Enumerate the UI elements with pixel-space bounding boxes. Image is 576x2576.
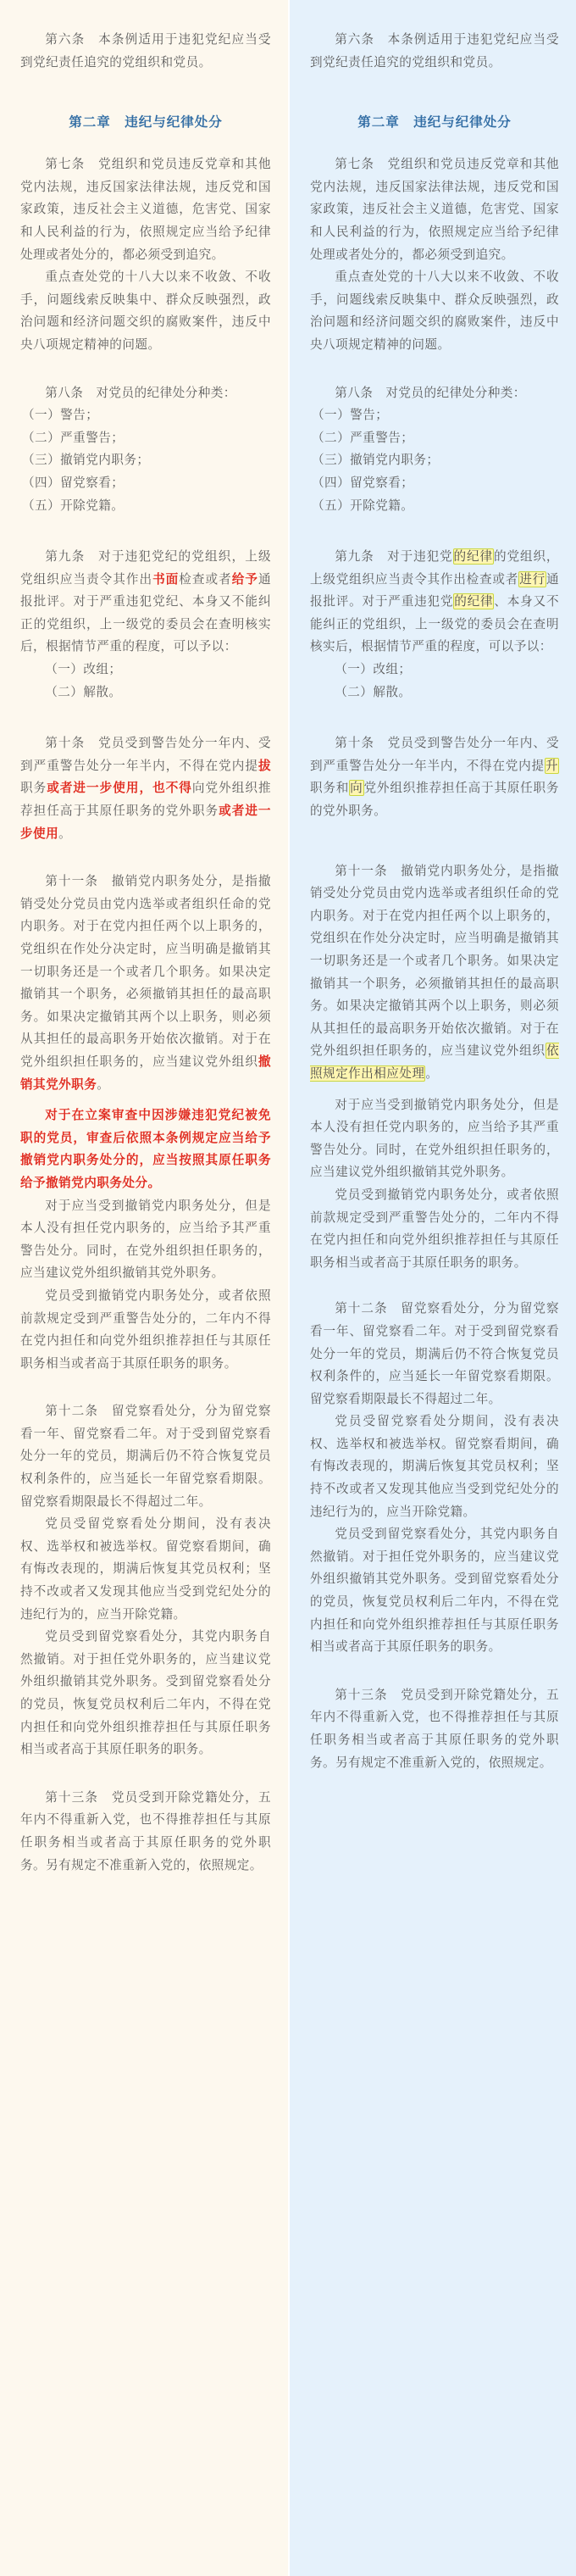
changed-text-highlight: 依照规定作出相应处理: [310, 1043, 559, 1081]
article-7-para-2: 重点查处党的十八大以来不收敛、不收手，问题线索反映集中、群众反映强烈，政治问题和经济问题交织的腐败案件，违反中央八项规定精神的问题。: [20, 270, 271, 352]
article-10: [310, 732, 559, 822]
article-11-added-paragraph: 对于在立案审查中因涉嫌违犯党纪被免职的党员，审查后依照本条例规定应当给予撤销党内职务处分的，应当按照其原任职务给予撤销党内职务处分。: [20, 1108, 271, 1190]
article-9: [310, 546, 559, 659]
text-run: 党外组织推荐担任高于其原任职务的党外职务。: [310, 781, 559, 819]
right-column-original-text: [288, 0, 576, 2576]
article-8-item: （二）严重警告；: [312, 430, 414, 445]
article-11-para-2: 对于应当受到撤销党内职务处分，但是本人没有担任党内职务的，应当给予其严重警告处分。同时，在党外组织担任职务的，应当建议党外组织撤销其党外职务。: [310, 1097, 559, 1180]
article-8-item: （一）警告；: [22, 408, 99, 423]
text-run: 。: [97, 1077, 110, 1092]
article-8-item: （五）开除党籍。: [22, 498, 125, 513]
text-run: 。: [58, 826, 72, 841]
article-12-para-2: 党员受留党察看处分期间，没有表决权、选举权和被选举权。留党察看期间，确有悔改表现的，期满后恢复其党员权利；坚持不改或者又发现其他应当受到党纪处分的违纪行为的，应当开除党籍。: [20, 1516, 271, 1622]
article-9-item: （二）解散。: [45, 684, 122, 699]
article-11-para-1: [20, 871, 271, 1096]
text-run: 的党组织，上级党组织应当责令其作出检查或者: [310, 549, 559, 587]
revised-text-red: 或者进一步使用: [20, 804, 271, 841]
text-run: 第九条 对于违犯党纪的党组织，上级党组织应当责令其作出: [20, 549, 271, 587]
article-9: [20, 546, 271, 659]
article-11-para-1: [310, 860, 559, 1086]
article-9-item: （二）解散。: [335, 684, 412, 699]
revised-text-red: 书面: [152, 571, 180, 587]
revised-text-red: 或者进一步使用，也不得: [47, 781, 192, 796]
article-10: [20, 732, 271, 845]
article-8-item: （一）警告；: [312, 408, 389, 423]
text-run: 、本身又不能纠正的党组织，上一级党的委员会在查明核实后，根据情节严重的程度，可以予以：: [310, 594, 559, 654]
article-13: 第十三条 党员受到开除党籍处分，五年内不得重新入党，也不得推荐担任与其原任职务相当或者高于其原任职务的党外职务。另有规定不准重新入党的，依照规定。: [310, 1687, 559, 1770]
text-run: 第十一条 撤销党内职务处分，是指撤销受处分党员由党内选举或者组织任命的党内职务。对于在党内担任两个以上职务的，党组织在作处分决定时，应当明确是撤销其一切职务还是一个或者几个职务。如果决定撤销其一个职务，必须撤销其担任的最高职务。如果决定撤销其两个以上职务，则必须从其担任的最高职务开始依次撤销。对于在党外组织担任职务的，应当建议党外组织: [20, 874, 271, 1069]
text-run: 检查或者: [179, 571, 232, 587]
text-run: 向党外组织推荐担任高于其原任职务的党外职务: [20, 781, 272, 819]
article-7-para-1: 第七条 党组织和党员违反党章和其他党内法规，违反国家法律法规，违反党和国家政策，违反社会主义道德，危害党、国家和人民利益的行为，依照规定应当给予纪律处理或者处分的，都必须受到追究。: [20, 157, 271, 262]
article-8: 第八条 对党员的纪律处分种类：: [335, 385, 526, 400]
article-12-para-3: 党员受到留党察看处分，其党内职务自然撤销。对于担任党外职务的，应当建议党外组织撤销其党外职务。受到留党察看处分的党员，恢复党员权利后二年内，不得在党内担任和向党外组织推荐担任与其原任职务相当或者高于其原任职务的职务。: [20, 1629, 271, 1757]
article-8-item: （二）严重警告；: [22, 430, 125, 445]
changed-text-highlight: 向: [350, 781, 363, 796]
text-run: 职务: [20, 781, 47, 796]
article-12-para-3: 党员受到留党察看处分，其党内职务自然撤销。对于担任党外职务的，应当建议党外组织撤销其党外职务。受到留党察看处分的党员，恢复党员权利后二年内，不得在党内担任和向党外组织推荐担任与其原任职务相当或者高于其原任职务的职务。: [310, 1527, 559, 1655]
article-13: 第十三条 党员受到开除党籍处分，五年内不得重新入党，也不得推荐担任与其原任职务相当或者高于其原任职务的党外职务。另有规定不准重新入党的，依照规定。: [20, 1789, 271, 1872]
article-8-item: （四）留党察看；: [22, 475, 125, 490]
changed-text-highlight: 进行: [519, 571, 546, 587]
changed-text-highlight: 的纪律: [453, 549, 493, 565]
article-8-item: （三）撤销党内职务；: [22, 453, 150, 468]
article-9-item: （一）改组；: [45, 662, 122, 677]
text-run: 第十条 党员受到警告处分一年内、受到严重警告处分一年半内，不得在党内提: [20, 736, 271, 773]
article-8-item: （四）留党察看；: [312, 475, 414, 490]
article-12-para-2: 党员受留党察看处分期间，没有表决权、选举权和被选举权。留党察看期间，确有悔改表现的，期满后恢复其党员权利；坚持不改或者又发现其他应当受到党纪处分的违纪行为的，应当开除党籍。: [310, 1414, 559, 1519]
changed-text-highlight: 升: [545, 758, 558, 773]
text-run: 通报批评。对于严重违犯党: [310, 571, 560, 609]
revised-text-red: 撤销其党外职务: [20, 1054, 271, 1092]
text-run: 第九条 对于违犯党: [335, 549, 453, 565]
article-11-para-3: 党员受到撤销党内职务处分，或者依照前款规定受到严重警告处分的，二年内不得在党内担任和向党外组织推荐担任与其原任职务相当或者高于其原任职务的职务。: [310, 1187, 559, 1270]
article-12-para-1: 第十二条 留党察看处分，分为留党察看一年、留党察看二年。对于受到留党察看处分一年的党员，期满后仍不符合恢复党员权利条件的，应当延长一年留党察看期限。留党察看期限最长不得超过二年。: [20, 1404, 271, 1509]
chapter-2-heading: 第二章 违纪与纪律处分: [69, 114, 223, 131]
article-11-para-3: 党员受到撤销党内职务处分，或者依照前款规定受到严重警告处分的，二年内不得在党内担任和向党外组织推荐担任与其原任职务相当或者高于其原任职务的职务。: [20, 1288, 271, 1371]
changed-text-highlight: 的纪律: [454, 594, 494, 609]
article-9-item: （一）改组；: [335, 662, 412, 677]
chapter-2-heading: 第二章 违纪与纪律处分: [357, 114, 512, 131]
article-12-para-1: 第十二条 留党察看处分，分为留党察看一年、留党察看二年。对于受到留党察看处分一年的党员，期满后仍不符合恢复党员权利条件的，应当延长一年留党察看期限。留党察看期限最长不得超过二年。: [310, 1301, 559, 1406]
article-6: 第六条 本条例适用于违犯党纪应当受到党纪责任追究的党组织和党员。: [20, 32, 271, 70]
article-6: 第六条 本条例适用于违犯党纪应当受到党纪责任追究的党组织和党员。: [310, 32, 559, 70]
article-7-para-1: 第七条 党组织和党员违反党章和其他党内法规，违反国家法律法规，违反党和国家政策，违反社会主义道德，危害党、国家和人民利益的行为，依照规定应当给予纪律处理或者处分的，都必须受到追究。: [310, 157, 559, 262]
revised-text-red: 拔: [258, 758, 271, 773]
article-8: 第八条 对党员的纪律处分种类：: [45, 385, 236, 400]
article-7-para-2: 重点查处党的十八大以来不收敛、不收手，问题线索反映集中、群众反映强烈，政治问题和经济问题交织的腐败案件，违反中央八项规定精神的问题。: [310, 270, 559, 352]
text-run: 第十条 党员受到警告处分一年内、受到严重警告处分一年半内，不得在党内提: [310, 736, 559, 773]
text-run: 职务和: [310, 781, 350, 796]
text-run: 第十一条 撤销党内职务处分，是指撤销受处分党员由党内选举或者组织任命的党内职务。对于在党内担任两个以上职务的，党组织在作处分决定时，应当明确是撤销其一切职务还是一个或者几个职务。如果决定撤销其一个职务，必须撤销其担任的最高职务。如果决定撤销其两个以上职务，则必须从其担任的最高职务开始依次撤销。对于在党外组织担任职务的，应当建议党外组织: [310, 863, 559, 1059]
article-8-item: （三）撤销党内职务；: [312, 453, 440, 468]
text-run: 通报批评。对于严重违犯党纪、本身又不能纠正的党组织，上一级党的委员会在查明核实后，根据情节严重的程度，可以予以：: [20, 571, 271, 654]
text-run: 。: [425, 1065, 439, 1081]
article-11-para-2: 对于应当受到撤销党内职务处分，但是本人没有担任党内职务的，应当给予其严重警告处分。同时，在党外组织担任职务的，应当建议党外组织撤销其党外职务。: [20, 1198, 271, 1281]
revised-text-red: 给予: [231, 571, 258, 587]
article-8-item: （五）开除党籍。: [312, 498, 414, 513]
